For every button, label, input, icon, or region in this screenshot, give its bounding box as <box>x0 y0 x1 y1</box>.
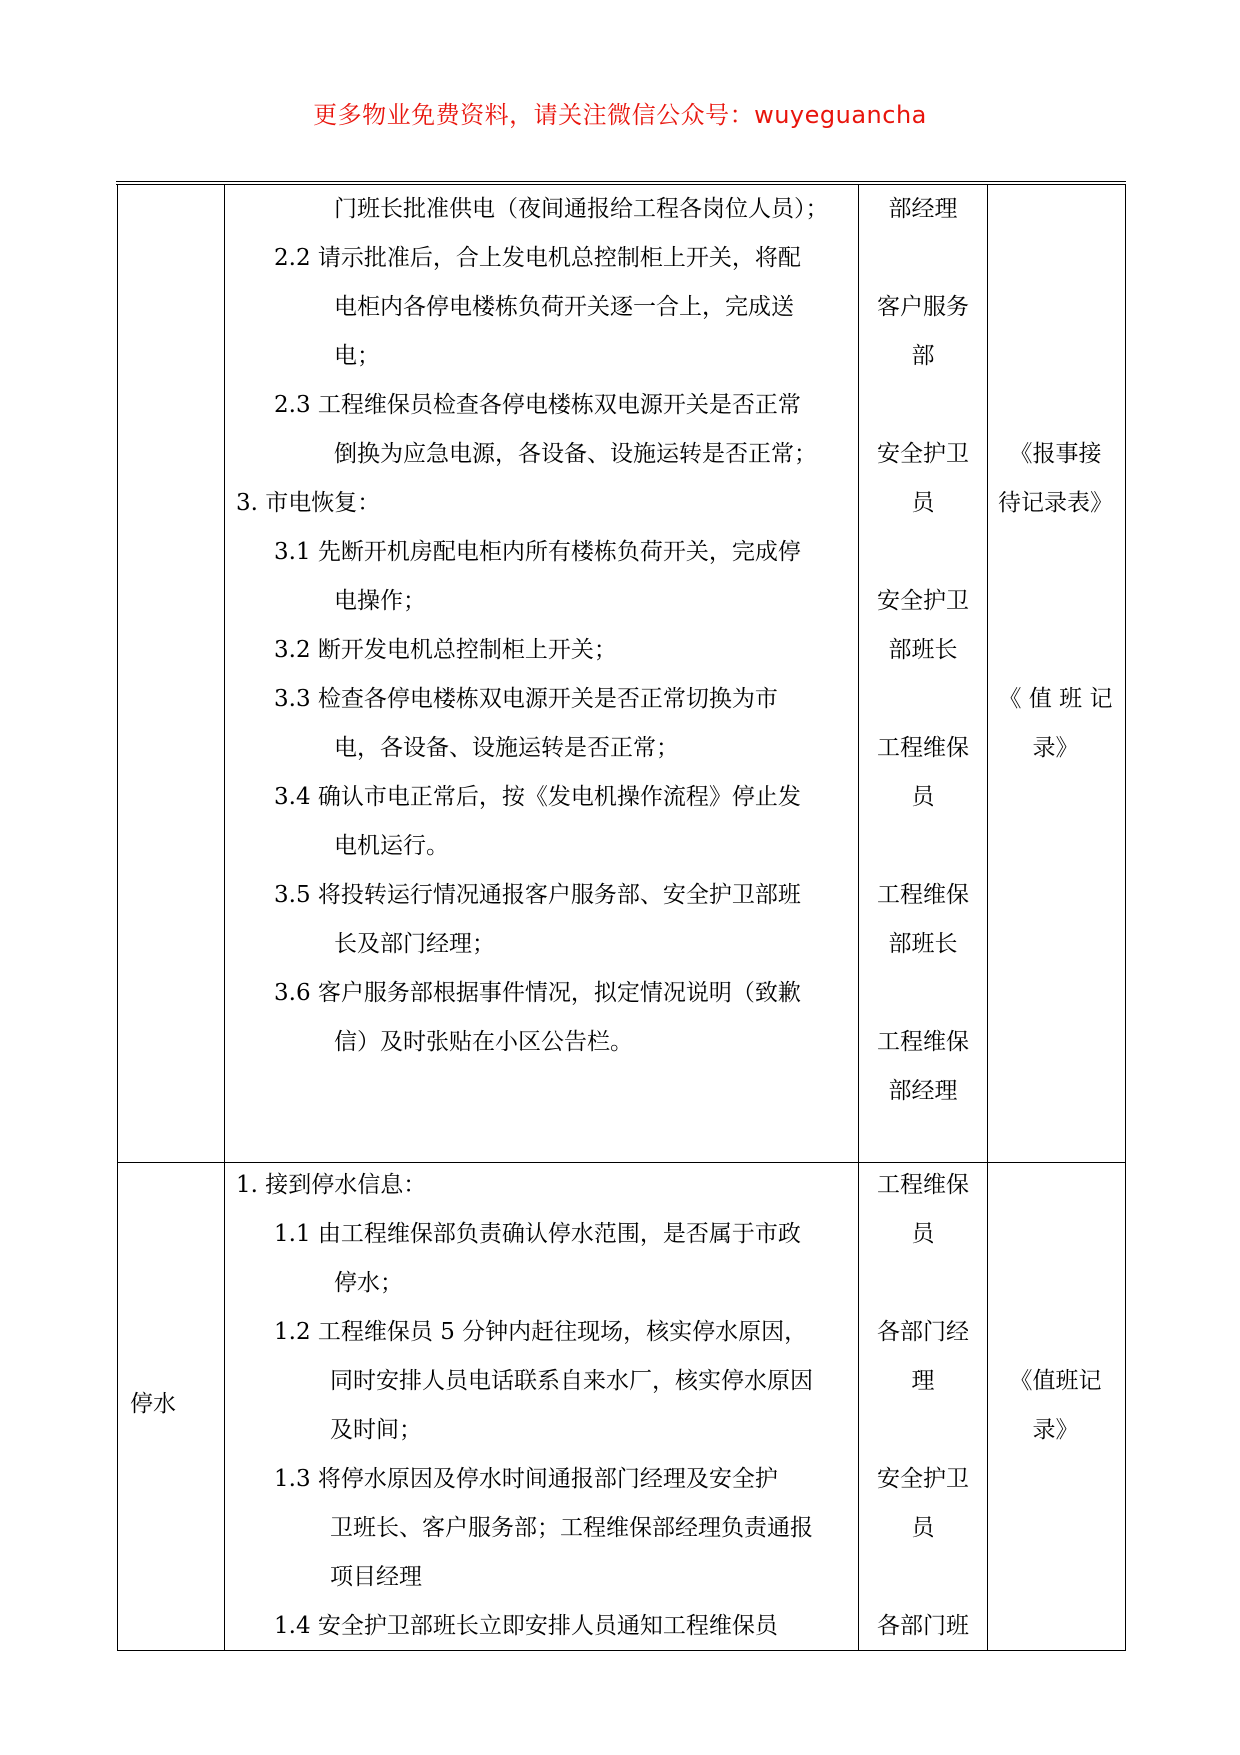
role-line <box>858 969 988 1018</box>
record-line: 待记录表》 <box>998 490 1113 516</box>
procedure-steps <box>236 185 829 1067</box>
role-line: 员 <box>911 1515 935 1541</box>
role-line: 部经理 <box>888 1078 958 1104</box>
role-line: 安全护卫 <box>877 588 969 614</box>
step-line: 1.2 工程维保员 5 分钟内赶往现场，核实停水原因， <box>274 1319 808 1345</box>
role-line: 安全护卫 <box>877 441 969 467</box>
role-line: 部班长 <box>888 637 958 663</box>
role-line <box>858 1553 988 1602</box>
record-line: 《 值 班 记 <box>998 686 1113 712</box>
record-line: 录》 <box>1032 735 1079 761</box>
record-line <box>988 283 1123 332</box>
step-line: 电柜内各停电楼栋负荷开关逐一合上，完成送 <box>334 294 794 320</box>
record-line <box>988 577 1123 626</box>
step-line: 1.3 将停水原因及停水时间通报部门经理及安全护 <box>274 1466 778 1492</box>
procedure-steps <box>236 1161 813 1651</box>
step-line: 1.4 安全护卫部班长立即安排人员通知工程维保员 <box>274 1613 778 1639</box>
role-line: 各部门班 <box>877 1613 969 1639</box>
record-line <box>988 528 1123 577</box>
step-line: 3. 市电恢复： <box>236 490 381 516</box>
column-divider <box>1125 184 1126 1651</box>
header-banner: 更多物业免费资料，请关注微信公众号：wuyeguancha <box>313 101 927 129</box>
role-line: 工程维保 <box>877 735 969 761</box>
step-line: 门班长批准供电（夜间通报给工程各岗位人员）； <box>334 196 829 222</box>
record-line <box>988 1210 1123 1259</box>
responsible-roles <box>858 185 988 1116</box>
step-line: 1.1 由工程维保部负责确认停水范围，是否属于市政 <box>274 1221 801 1247</box>
record-line <box>988 381 1123 430</box>
step-line: 电，各设备、设施运转是否正常； <box>334 735 679 761</box>
role-line <box>858 822 988 871</box>
record-forms <box>988 185 1123 773</box>
column-divider <box>224 184 225 1651</box>
role-line: 员 <box>911 490 935 516</box>
role-line: 理 <box>911 1368 935 1394</box>
record-line <box>988 626 1123 675</box>
step-line: 3.6 客户服务部根据事件情况，拟定情况说明（致歉 <box>274 980 801 1006</box>
role-line: 员 <box>911 784 935 810</box>
role-line <box>858 234 988 283</box>
role-line: 部班长 <box>888 931 958 957</box>
role-line: 工程维保 <box>877 882 969 908</box>
step-line: 3.1 先断开机房配电柜内所有楼栋负荷开关，完成停 <box>274 539 801 565</box>
record-line <box>988 1259 1123 1308</box>
role-line <box>858 675 988 724</box>
role-line <box>858 1406 988 1455</box>
step-line: 信）及时张贴在小区公告栏。 <box>334 1029 633 1055</box>
role-line: 安全护卫 <box>877 1466 969 1492</box>
step-line: 2.3 工程维保员检查各停电楼栋双电源开关是否正常 <box>274 392 801 418</box>
role-line: 工程维保 <box>877 1029 969 1055</box>
step-line: 电操作； <box>334 588 426 614</box>
step-line: 电； <box>334 343 380 369</box>
category-label: 停水 <box>130 1391 176 1417</box>
role-line: 客户服务 <box>877 294 969 320</box>
record-line: 《值班记 <box>1009 1368 1102 1394</box>
role-line <box>858 528 988 577</box>
role-line: 部 <box>911 343 935 369</box>
column-divider <box>117 184 118 1651</box>
step-line: 2.2 请示批准后，合上发电机总控制柜上开关，将配 <box>274 245 801 271</box>
record-line <box>988 234 1123 283</box>
role-line: 员 <box>911 1221 935 1247</box>
step-line: 项目经理 <box>330 1564 422 1590</box>
record-line <box>988 185 1123 234</box>
step-line: 倒换为应急电源，各设备、设施运转是否正常； <box>334 441 817 467</box>
step-line: 3.4 确认市电正常后，按《发电机操作流程》停止发 <box>274 784 801 810</box>
role-line <box>858 381 988 430</box>
record-line <box>988 1308 1123 1357</box>
responsible-roles <box>858 1161 988 1651</box>
step-line: 长及部门经理； <box>334 931 495 957</box>
role-line <box>858 1259 988 1308</box>
step-line: 3.5 将投转运行情况通报客户服务部、安全护卫部班 <box>274 882 801 908</box>
step-line: 3.2 断开发电机总控制柜上开关； <box>274 637 617 663</box>
step-line: 3.3 检查各停电楼栋双电源开关是否正常切换为市 <box>274 686 778 712</box>
record-line: 录》 <box>1032 1417 1079 1443</box>
record-line <box>988 332 1123 381</box>
step-line: 卫班长、客户服务部；工程维保部经理负责通报 <box>330 1515 813 1541</box>
record-line: 《报事接 <box>1009 441 1102 467</box>
record-forms <box>988 1161 1123 1455</box>
step-line: 停水； <box>334 1270 403 1296</box>
step-line: 1. 接到停水信息： <box>236 1172 427 1198</box>
role-line: 部经理 <box>888 196 958 222</box>
role-line: 各部门经 <box>877 1319 969 1345</box>
record-line <box>988 1161 1123 1210</box>
step-line: 同时安排人员电话联系自来水厂，核实停水原因 <box>330 1368 813 1394</box>
table-top-rule <box>116 181 1126 182</box>
step-line: 电机运行。 <box>334 833 449 859</box>
step-line: 及时间； <box>330 1417 422 1443</box>
role-line: 工程维保 <box>877 1172 969 1198</box>
